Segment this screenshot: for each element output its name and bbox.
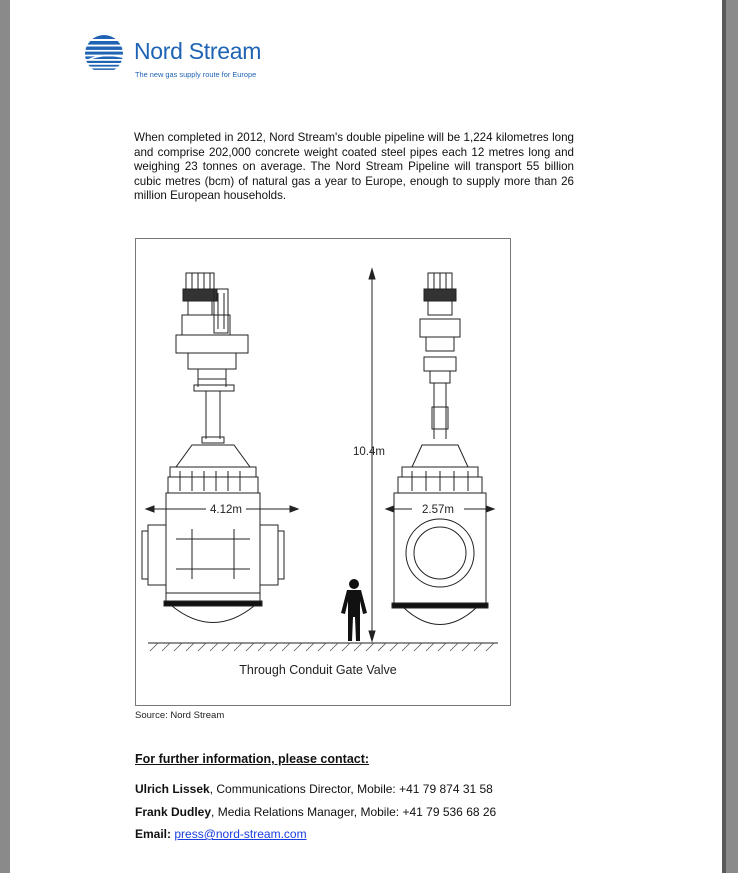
contact-detail: , Communications Director, Mobile: +41 79 874 31 58 <box>209 782 493 796</box>
globe-logo-icon <box>82 34 130 74</box>
side-view-valve <box>392 273 488 625</box>
page-edge <box>722 0 726 873</box>
email-link[interactable]: press@nord-stream.com <box>174 827 307 841</box>
contact-name: Frank Dudley <box>135 805 212 819</box>
contact-name: Ulrich Lissek <box>135 782 210 796</box>
height-label: 10.4m <box>353 446 385 458</box>
side-width-label: 2.57m <box>422 504 454 516</box>
front-width-label: 4.12m <box>210 504 242 516</box>
person-scale-figure <box>341 579 367 641</box>
front-view-valve <box>142 273 284 623</box>
ground-hatching <box>150 643 494 651</box>
contact-detail: , Media Relations Manager, Mobile: +41 79 536 68 26 <box>211 805 497 819</box>
gate-valve-drawing <box>136 239 512 707</box>
logo-name: Nord Stream <box>134 38 262 64</box>
email-label: Email: <box>135 827 172 841</box>
nord-stream-logo <box>82 34 292 84</box>
intro-paragraph: When completed in 2012, Nord Stream's double pipeline will be 1,224 kilometres long and comprise 202,000 concrete weight coated steel pipes each 12 metres long and weighing 23 tonnes on average. The Nord Stream Pipeline will transport 55 billion cubic metres (bcm) of natural gas a year to Europe, enough to supply more than 26 million European households. <box>134 131 574 202</box>
contact-email <box>135 827 307 841</box>
document-page <box>10 0 722 873</box>
contact-ulrich-lissek <box>135 782 493 796</box>
logo-tagline: The new gas supply route for Europe <box>135 70 257 79</box>
contact-frank-dudley <box>135 805 496 819</box>
gate-valve-figure <box>135 238 511 706</box>
figure-source: Source: Nord Stream <box>135 710 225 721</box>
figure-caption: Through Conduit Gate Valve <box>239 663 397 677</box>
contact-heading: For further information, please contact: <box>135 752 370 766</box>
